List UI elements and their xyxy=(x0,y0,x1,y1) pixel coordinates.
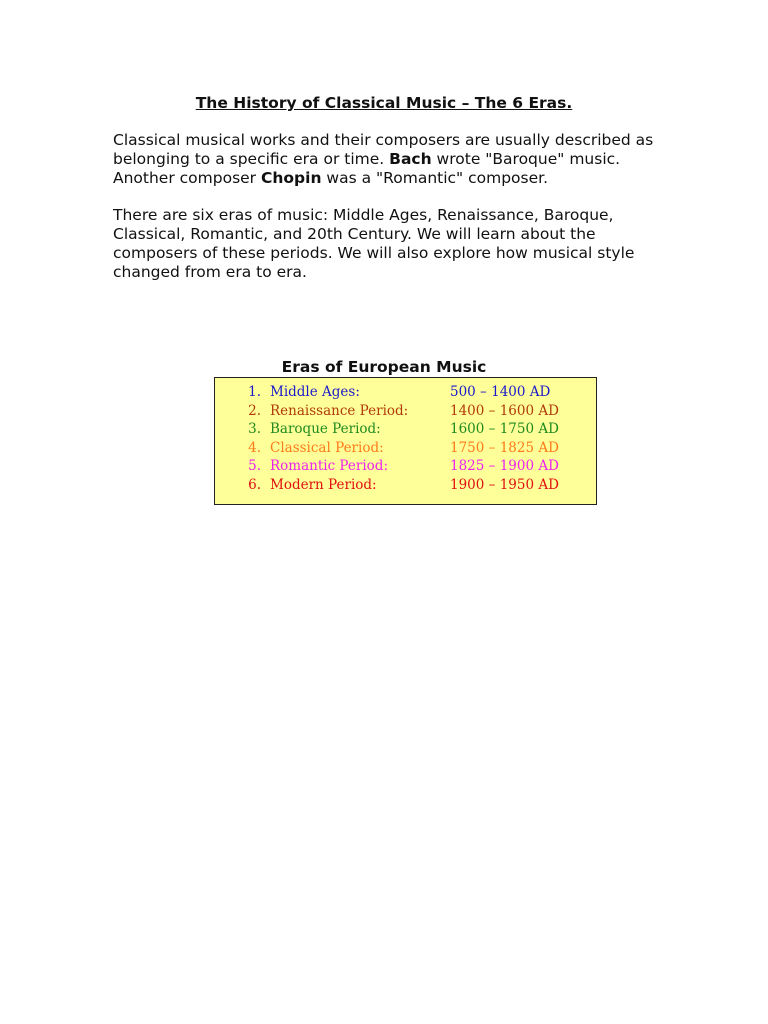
eras-paragraph: There are six eras of music: Middle Ages, Renaissance, Baroque, Classical, Romantic, and 20th Century. We will learn about the composers of these periods. We will also explore how musical style changed from era to era. xyxy=(113,206,635,281)
era-range: 1600 – 1750 AD xyxy=(450,421,559,438)
intro-text-1: Classical musical works and their composers are usually described as belonging to a specific era or time. xyxy=(113,131,654,168)
intro-text-3: was a "Romantic" composer. xyxy=(321,169,549,187)
era-row-romantic xyxy=(215,457,596,476)
era-range: 1900 – 1950 AD xyxy=(450,476,559,493)
era-number: 3. xyxy=(248,421,261,438)
era-range: 1825 – 1900 AD xyxy=(450,458,559,475)
era-row-baroque xyxy=(215,420,596,439)
document-title: The History of Classical Music – The 6 Eras. xyxy=(195,94,573,112)
era-name: Baroque Period: xyxy=(270,421,381,438)
era-range: 1400 – 1600 AD xyxy=(450,402,559,419)
era-number: 1. xyxy=(248,384,261,400)
era-number: 5. xyxy=(248,458,261,475)
era-name: Romantic Period: xyxy=(270,458,388,475)
era-row-middle-ages xyxy=(215,383,596,402)
intro-paragraph xyxy=(113,131,658,188)
era-name: Middle Ages: xyxy=(270,384,360,400)
bach-bold: Bach xyxy=(389,150,432,168)
era-number: 6. xyxy=(248,476,261,493)
era-row-classical xyxy=(215,439,596,458)
era-name: Renaissance Period: xyxy=(270,402,409,419)
era-name: Modern Period: xyxy=(270,476,377,493)
era-range: 1750 – 1825 AD xyxy=(450,439,559,456)
era-number: 4. xyxy=(248,439,261,456)
eras-box xyxy=(214,377,597,505)
intro-text-2: wrote "Baroque" music. Another composer xyxy=(113,150,621,187)
chopin-bold: Chopin xyxy=(260,169,322,187)
era-row-renaissance xyxy=(215,402,596,421)
eras-list xyxy=(215,383,596,495)
era-name: Classical Period: xyxy=(270,439,384,456)
era-range: 500 – 1400 AD xyxy=(450,384,551,400)
eras-table-title: Eras of European Music xyxy=(281,358,487,376)
era-number: 2. xyxy=(248,402,261,419)
era-row-modern xyxy=(215,476,596,495)
